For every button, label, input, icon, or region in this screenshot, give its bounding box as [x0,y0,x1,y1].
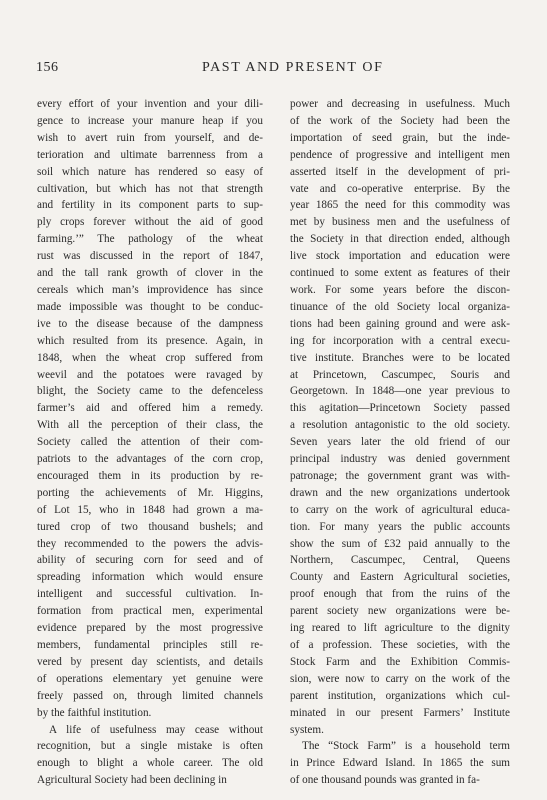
text-line: recognition, but a single mistake is often [37,740,263,753]
text-line: Agricultural Society had been declining in [37,774,227,787]
text-line: of Lot 15, who in 1848 had grown a ma- [37,503,263,516]
text-line: intelligent and successful cultivation. In- [37,588,263,601]
text-line: continued to some extent as features of their [290,267,510,280]
text-line: soil which nature has rendered so easy of [37,165,263,178]
text-line: at Princetown, Cascumpec, Souris and [290,368,510,381]
text-line: minated in our present Farmers’ Institute [290,706,510,719]
right-column [290,96,510,789]
text-line: ply crops forever without the aid of good [37,216,263,229]
text-line: vate and co-operative enterprise. By the [290,182,510,195]
left-column [37,96,263,789]
text-line: members, fundamental principles still re- [37,639,263,651]
page-header [36,60,506,80]
text-line: The “Stock Farm” is a household term [302,740,510,753]
text-line: which resulted from its presence. Again, in [37,334,263,347]
text-line: spreading information which would ensure [37,571,263,584]
text-line: ive to the disease because of the dampness [37,317,263,330]
text-line: power and decreasing in usefulness. Much [290,98,510,110]
text-line: cereals which man’s improvidence has since [37,283,263,296]
text-line: patronage; the government grant was with- [290,469,510,482]
text-line: ing for incorporation with a central execu- [290,334,510,347]
text-line: principal industry was denied government [290,453,510,466]
text-line: met by business men and the usefulness of [290,216,510,229]
text-line: With all the perception of their class, the [37,419,263,432]
text-line: 1848, when the wheat crop suffered from [37,351,263,364]
text-line: patriots to the advantages of the corn crop, [37,453,263,466]
text-line: parent society new organizations were be- [290,605,510,618]
text-line: proof enough that from the ruins of the [290,588,510,601]
text-line: system. [290,723,324,736]
text-line: the Society in that direction ended, although [290,233,510,246]
text-line: tinuance of the old Society local organiza- [290,300,510,313]
text-line: made impossible was thought to be conduc- [37,300,263,313]
text-line: and fertility in its component parts to sup- [37,199,263,212]
text-line: of the work of the Society had been the [290,114,510,127]
text-line: gence to increase your manure heap if you [37,114,263,127]
text-line: evidence prepared by the most progressive [37,622,263,635]
text-line: show the sum of £32 paid annually to the [290,537,510,550]
text-line: year 1865 the need for this commodity was [290,199,510,212]
text-line: this agitation—Princetown Society passed [290,402,510,415]
text-line: Society called the attention of their com- [37,436,263,449]
text-line: tured crop of two thousand bushels; and [37,520,263,533]
text-line: A life of usefulness may cease without [49,723,263,736]
text-line: and the tall rank growth of clover in the [37,267,263,280]
text-line: tions had been gaining ground and were ask- [290,317,510,330]
text-line: wish to avert ruin from yourself, and de- [37,131,263,144]
text-line: weevil and the potatoes were ravaged by [37,368,263,381]
text-line: work. For some years before the discon- [290,283,510,296]
text-line: Georgetown. In 1848—one year previous to [290,385,510,398]
text-line: by the faithful institution. [37,706,152,719]
text-line: tion. For many years the public accounts [290,520,510,533]
text-line: farming.’” The pathology of the wheat [37,233,263,246]
text-line: ing reared to lift agriculture to the dignity [290,622,510,635]
text-line: formation from practical men, experimental [37,605,263,618]
text-line: Northern, Cascumpec, Central, Queens [290,554,510,567]
text-line: encouraged them in its production by re- [37,469,263,482]
text-line: Seven years later the old friend of our [290,436,510,449]
text-line: cultivation, but which has not that strength [37,182,263,195]
page-number: 156 [36,60,59,75]
text-line: asserted itself in the development of pri- [290,165,510,178]
text-line: blight, the Society came to the defenceless [37,385,263,398]
text-line: sion, were now to carry on the work of the [290,672,510,685]
text-line: ability of securing corn for seed and of [37,554,263,567]
text-line: farmer’s aid and offered him a remedy. [37,402,263,415]
text-line: drawn and the new organizations undertook [290,486,510,499]
text-line: to carry on the work of agricultural educa- [290,503,510,516]
text-line: freely passed on, through limited channels [37,689,263,702]
text-line: pendence of progressive and intelligent men [290,148,510,161]
text-line: enough to blight a whole career. The old [37,757,263,770]
text-line: they recommended to the powers the advis- [37,537,263,550]
text-line: porting the achievements of Mr. Higgins, [37,486,263,499]
text-line: every effort of your invention and your dili- [37,98,263,110]
running-head: PAST AND PRESENT OF [202,60,384,75]
text-line: rust was discussed in the report of 1847, [37,250,263,263]
text-line: of one thousand pounds was granted in fa- [290,774,480,787]
text-line: vered by present day scientists, and details [37,655,263,668]
text-line: Stock Farm and the Exhibition Commis- [290,655,510,668]
text-line: a resolution antagonistic to the old society. [290,419,510,432]
text-line: of a profession. These societies, with the [290,639,510,651]
text-line: tive institute. Branches were to be located [290,351,510,364]
text-line: in Prince Edward Island. In 1865 the sum [290,757,510,770]
text-line: County and Eastern Agricultural societies, [290,571,510,584]
text-line: of operations elementary yet genuine were [37,672,263,685]
text-line: terioration and ultimate barrenness from a [37,148,263,161]
text-line: importation of seed grain, but the inde- [290,131,510,144]
text-line: parent institution, organizations which cul- [290,689,510,702]
text-line: live stock importation and education were [290,250,510,263]
